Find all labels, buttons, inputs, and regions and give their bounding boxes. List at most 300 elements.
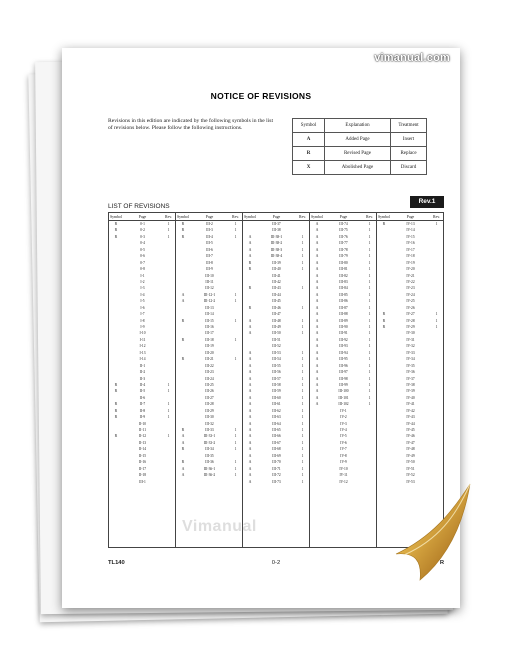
row-symbol: R (181, 318, 185, 323)
row-rev: 1 (368, 292, 371, 297)
row-page: III-11 (205, 279, 214, 284)
row-page: III-75 (339, 228, 348, 233)
revision-badge: Rev.1 (410, 196, 444, 208)
row-page: II-13 (138, 440, 147, 445)
row-rev: 1 (234, 318, 237, 323)
row-rev: 1 (301, 363, 304, 368)
header-rev: Rev. (366, 215, 373, 219)
header-page: Page (406, 215, 415, 219)
row-page: III-34 (205, 447, 214, 452)
row-page: III-89 (339, 318, 348, 323)
row-page: IV-2 (340, 415, 347, 420)
row-symbol: R (382, 222, 386, 226)
legend-explanation: Added Page (325, 133, 391, 147)
row-rev: 1 (234, 460, 237, 465)
row-symbol: R (248, 305, 252, 310)
row-rev: 1 (301, 408, 304, 413)
row-page: III-3 (206, 228, 213, 233)
table-row (176, 472, 242, 478)
row-symbol: A (248, 234, 252, 239)
row-page: III-7 (206, 254, 213, 259)
row-rev: 1 (368, 305, 371, 310)
legend-treatment: Discard (391, 161, 427, 175)
row-rev: 1 (301, 395, 304, 400)
row-symbol: A (315, 234, 319, 239)
row-page: III-33 (205, 428, 214, 432)
row-page: III-98 (339, 376, 348, 381)
row-page: III-91 (339, 331, 348, 336)
row-page: IV-32 (406, 344, 415, 349)
row-page: III-41 (272, 273, 281, 278)
row-rev: 1 (301, 357, 304, 362)
row-rev: 1 (301, 440, 304, 445)
background-watermark: Vimanual (182, 518, 257, 535)
row-page: IV-48 (406, 447, 415, 452)
row-symbol: R (114, 402, 118, 407)
intro-text: Revisions in this edition are indicated by the following symbols in the list of revisions below. Please follow the following instructions. (108, 118, 273, 132)
row-page: 0-5 (140, 247, 145, 252)
header-symbol: Symbol (377, 215, 391, 219)
row-symbol: A (181, 466, 185, 471)
revision-column-group (175, 213, 242, 547)
row-page: III-26 (205, 389, 214, 394)
row-page: 0-6 (140, 254, 145, 259)
row-page: IV-9 (340, 460, 347, 465)
row-symbol: A (315, 267, 319, 272)
row-symbol: A (315, 305, 319, 310)
row-rev: 1 (301, 460, 304, 465)
list-title: LIST OF REVISIONS (108, 203, 170, 210)
row-rev: 1 (301, 370, 304, 375)
row-rev: 1 (234, 228, 237, 233)
row-page: III-99 (339, 382, 348, 387)
row-symbol: A (315, 247, 319, 252)
row-page: III-35 (205, 453, 214, 458)
row-page: III-40 (272, 267, 281, 272)
row-symbol: A (248, 447, 252, 452)
row-symbol: A (315, 331, 319, 336)
row-rev: 1 (301, 479, 304, 484)
table-row (310, 479, 376, 485)
row-page: IV-45 (406, 428, 415, 432)
row-page: III-30 (205, 415, 214, 420)
row-page: I-7 (140, 312, 145, 317)
row-page: III-82 (339, 273, 348, 278)
row-page: I-4 (140, 292, 145, 297)
row-page: IV-13 (406, 222, 415, 226)
row-page: III-46 (272, 305, 281, 310)
row-page: III-38-1 (270, 234, 283, 239)
row-rev: 1 (301, 318, 304, 323)
row-rev: 1 (368, 254, 371, 259)
row-page: III-8 (206, 260, 213, 265)
row-rev: 1 (167, 402, 170, 407)
row-symbol: A (248, 466, 252, 471)
row-page: III-58 (272, 382, 281, 387)
row-symbol (377, 479, 391, 485)
row-rev: 1 (301, 447, 304, 452)
header-rev: Rev. (433, 215, 440, 219)
column-header-row (243, 213, 309, 221)
row-page: III-78 (339, 247, 348, 252)
row-page: III-33-2 (203, 440, 216, 445)
row-rev: 1 (167, 415, 170, 420)
row-page: I-3 (140, 286, 145, 291)
row-symbol: A (248, 460, 252, 465)
row-symbol: A (248, 318, 252, 323)
row-page: I-2 (140, 279, 145, 284)
row-symbol: A (248, 331, 252, 336)
legend-symbol: R (293, 147, 325, 161)
row-symbol: A (315, 350, 319, 355)
row-page: III-6 (206, 247, 213, 252)
row-page: IV-21 (406, 273, 415, 278)
row-symbol: A (248, 325, 252, 329)
row-page: IV-14 (406, 228, 415, 233)
row-page: II-1 (139, 363, 146, 368)
row-symbol: R (114, 408, 118, 413)
row-page: III-71 (272, 466, 281, 471)
row-page: IV-16 (406, 241, 415, 246)
row-page: IV-41 (406, 402, 415, 407)
legend-treatment: Insert (391, 133, 427, 147)
row-symbol: R (248, 286, 252, 291)
revision-column-group (242, 213, 309, 547)
header-rev: Rev. (299, 215, 306, 219)
row-page: III-15 (205, 318, 214, 323)
row-rev: 1 (301, 286, 304, 291)
row-rev: 1 (301, 415, 304, 420)
row-page: III-33-1 (203, 434, 216, 439)
column-header-row (109, 213, 175, 221)
row-page: IV-31 (406, 337, 415, 342)
legend-symbol: A (293, 133, 325, 147)
row-page: IV-19 (406, 260, 415, 265)
row-page: II-6 (139, 395, 146, 400)
legend-symbol: X (293, 161, 325, 175)
row-page: IV-10 (339, 466, 348, 471)
row-symbol: A (248, 247, 252, 252)
row-page: IV-23 (406, 286, 415, 291)
row-rev: 1 (301, 389, 304, 394)
row-page: 0-2 (140, 228, 145, 233)
row-page: III-51 (272, 337, 281, 342)
row-symbol: A (248, 382, 252, 387)
row-symbol: A (248, 415, 252, 420)
row-rev (363, 479, 376, 485)
row-page: III-4 (206, 234, 213, 239)
row-page: III-87 (339, 305, 348, 310)
column-header-row (377, 213, 443, 221)
row-page: III-2 (206, 222, 213, 226)
row-page: III-72 (272, 473, 281, 478)
row-rev: 1 (368, 312, 371, 317)
row-page: III-17 (205, 331, 214, 336)
row-rev: 1 (368, 318, 371, 323)
row-rev: 1 (368, 389, 371, 394)
row-rev: 1 (234, 434, 237, 439)
row-symbol (109, 479, 123, 485)
row-rev: 1 (301, 254, 304, 259)
row-page: III-90 (339, 325, 348, 329)
row-page: III-54 (272, 357, 281, 362)
row-page: IV-5 (340, 434, 347, 439)
row-symbol: A (181, 434, 185, 439)
row-page: I-13 (139, 350, 146, 355)
row-rev: 1 (368, 267, 371, 272)
row-page: III-22 (205, 363, 214, 368)
row-page: III-65 (272, 428, 281, 432)
revision-column-group (109, 213, 175, 547)
row-page: IV-47 (406, 440, 415, 445)
row-symbol: A (315, 337, 319, 342)
legend-explanation: Revised Page (325, 147, 391, 161)
row-page: III-12-1 (203, 292, 216, 297)
column-header-row (176, 213, 242, 221)
row-page: IV-39 (406, 389, 415, 394)
row-page: III-12 (205, 286, 214, 291)
row-page: II-10 (138, 421, 147, 426)
row-page: I-9 (140, 325, 145, 329)
row-page: II-16 (138, 460, 147, 465)
row-symbol: A (315, 241, 319, 246)
row-page: III-64 (272, 421, 281, 426)
row-rev: 1 (234, 234, 237, 239)
row-rev: 1 (368, 260, 371, 265)
row-rev: 1 (234, 357, 237, 362)
row-page: III-68 (272, 447, 281, 452)
row-page: I-6 (140, 305, 145, 310)
row-page: III-13 (205, 305, 214, 310)
header-rev: Rev. (165, 215, 172, 219)
row-symbol: A (248, 479, 252, 484)
row-page: II-3 (139, 376, 146, 381)
row-rev: 1 (234, 292, 237, 297)
row-page: III-43 (272, 286, 281, 291)
row-rev: 1 (368, 344, 371, 349)
row-page: III-53 (272, 350, 281, 355)
row-symbol: A (248, 254, 252, 259)
row-symbol: A (315, 325, 319, 329)
row-rev (162, 479, 175, 485)
row-page: III-38-3 (270, 247, 283, 252)
row-page: III-44 (272, 292, 281, 297)
row-symbol: A (315, 344, 319, 349)
row-page: III-86 (339, 299, 348, 304)
row-symbol: A (181, 292, 185, 297)
row-rev: 1 (167, 434, 170, 439)
row-symbol: R (181, 234, 185, 239)
row-symbol: A (315, 260, 319, 265)
row-page: III-19 (205, 344, 214, 349)
row-page: III-81 (339, 267, 348, 272)
row-page: III-73 (272, 479, 281, 484)
header-page: Page (339, 215, 348, 219)
row-symbol: A (248, 357, 252, 362)
row-page: III-63 (272, 415, 281, 420)
row-symbol: A (315, 318, 319, 323)
row-symbol: A (315, 286, 319, 291)
header-symbol: Symbol (109, 215, 123, 219)
row-page: III-83 (339, 279, 348, 284)
row-page: IV-4 (340, 428, 347, 432)
row-symbol: A (248, 376, 252, 381)
row-page: III-48 (272, 318, 281, 323)
row-symbol: A (248, 440, 252, 445)
row-page: III-10 (205, 273, 214, 278)
row-rev: 1 (301, 402, 304, 407)
row-rev: 1 (167, 228, 170, 233)
legend-header-symbol: Symbol (293, 119, 325, 133)
row-page: III-37 (272, 222, 281, 226)
row-rev: 1 (368, 395, 371, 400)
row-symbol: A (315, 228, 319, 233)
row-symbol: R (114, 228, 118, 233)
row-symbol: A (181, 473, 185, 478)
row-page: III-32 (205, 421, 214, 426)
row-page: III-16 (205, 325, 214, 329)
row-page: II-8 (139, 408, 146, 413)
row-symbol: A (315, 389, 319, 394)
row-page: III-38 (272, 228, 281, 233)
row-symbol: A (315, 382, 319, 387)
row-page: III-50 (272, 331, 281, 336)
row-symbol: R (382, 325, 386, 329)
row-rev: 1 (167, 408, 170, 413)
row-page: IV-38 (406, 382, 415, 387)
row-rev: 1 (234, 299, 237, 304)
row-page: IV-1 (340, 408, 347, 413)
row-page: III-20 (205, 350, 214, 355)
row-symbol: R (181, 428, 185, 432)
row-page: IV-18 (406, 254, 415, 259)
row-page: III-69 (272, 453, 281, 458)
row-rev: 1 (234, 466, 237, 471)
row-page: III-29 (205, 408, 214, 413)
row-page: III-92 (339, 337, 348, 342)
row-rev: 1 (368, 363, 371, 368)
row-rev: 1 (301, 473, 304, 478)
row-page: 0-3 (140, 234, 145, 239)
row-symbol: R (382, 318, 386, 323)
row-rev: 1 (167, 222, 170, 226)
row-page: I-14 (139, 357, 146, 362)
row-rev: 1 (368, 325, 371, 329)
row-page: IV-3 (340, 421, 347, 426)
row-rev: 1 (435, 318, 438, 323)
row-rev: 1 (301, 325, 304, 329)
row-page: III-56 (272, 370, 281, 375)
row-page: III-47 (272, 312, 281, 317)
row-symbol: A (315, 279, 319, 284)
legend-header-treatment: Treatment (391, 119, 427, 133)
row-page: IV-52 (406, 473, 415, 478)
row-page: IV-43 (406, 415, 415, 420)
column-header-row (310, 213, 376, 221)
legend-explanation: Abolished Page (325, 161, 391, 175)
row-page: III-42 (272, 279, 281, 284)
header-symbol: Symbol (243, 215, 257, 219)
row-symbol: R (114, 222, 118, 226)
row-symbol: A (315, 222, 319, 226)
row-page: III-80 (339, 260, 348, 265)
row-page: IV-11 (339, 473, 348, 478)
row-symbol: A (248, 408, 252, 413)
row-page: III-96 (339, 363, 348, 368)
row-page: II-18 (138, 473, 147, 478)
row-page: III-97 (339, 370, 348, 375)
table-row (109, 479, 175, 485)
row-symbol: R (114, 382, 118, 387)
row-page: IV-8 (340, 453, 347, 458)
row-page: IV-51 (406, 466, 415, 471)
row-symbol: A (315, 312, 319, 317)
row-symbol: A (181, 440, 185, 445)
row-rev: 1 (234, 222, 237, 226)
site-watermark: vimanual.com (374, 52, 450, 64)
row-page: 0-8 (140, 267, 145, 272)
row-page: III-5 (206, 241, 213, 246)
row-page: IV-27 (406, 312, 415, 317)
footer-page-number: 0-2 (271, 560, 281, 566)
row-page: 0-4 (140, 241, 145, 246)
row-page: III-45 (272, 299, 281, 304)
row-page: IV-35 (406, 363, 415, 368)
row-page: IV-28 (406, 318, 415, 323)
row-page: III-24 (205, 376, 214, 381)
row-rev: 1 (368, 273, 371, 278)
row-rev: 1 (301, 434, 304, 439)
row-page: III-38-2 (270, 241, 283, 246)
row-rev: 1 (234, 447, 237, 452)
row-page: III-23 (205, 370, 214, 375)
row-symbol: A (315, 254, 319, 259)
row-page: IV-34 (406, 357, 415, 362)
row-page: IV-20 (406, 267, 415, 272)
row-page: III-27 (205, 395, 214, 400)
row-symbol: A (248, 370, 252, 375)
row-rev: 1 (234, 337, 237, 342)
row-rev: 1 (435, 222, 438, 226)
row-page: I-11 (139, 337, 146, 342)
header-symbol: Symbol (176, 215, 190, 219)
row-symbol: R (181, 447, 185, 452)
row-page: III-88 (339, 312, 348, 317)
row-page: III-18 (205, 337, 214, 342)
revision-column-group (309, 213, 376, 547)
row-rev: 1 (368, 234, 371, 239)
row-page: IV-49 (406, 453, 415, 458)
row-symbol: A (315, 363, 319, 368)
row-symbol: A (315, 370, 319, 375)
row-rev: 1 (167, 234, 170, 239)
row-page: IV-29 (406, 325, 415, 329)
row-rev: 1 (301, 466, 304, 471)
row-page: III-36-1 (203, 466, 216, 471)
row-rev: 1 (301, 234, 304, 239)
row-page: III-60 (272, 395, 281, 400)
row-rev: 1 (234, 473, 237, 478)
row-page: II-17 (138, 466, 147, 471)
row-page: IV-25 (406, 299, 415, 304)
row-page: 0-1 (140, 222, 145, 226)
row-rev: 1 (301, 331, 304, 336)
row-symbol (310, 479, 324, 485)
row-page: II-11 (138, 428, 147, 432)
row-rev: 1 (368, 350, 371, 355)
row-symbol: R (248, 260, 252, 265)
row-page: IV-33 (406, 350, 415, 355)
